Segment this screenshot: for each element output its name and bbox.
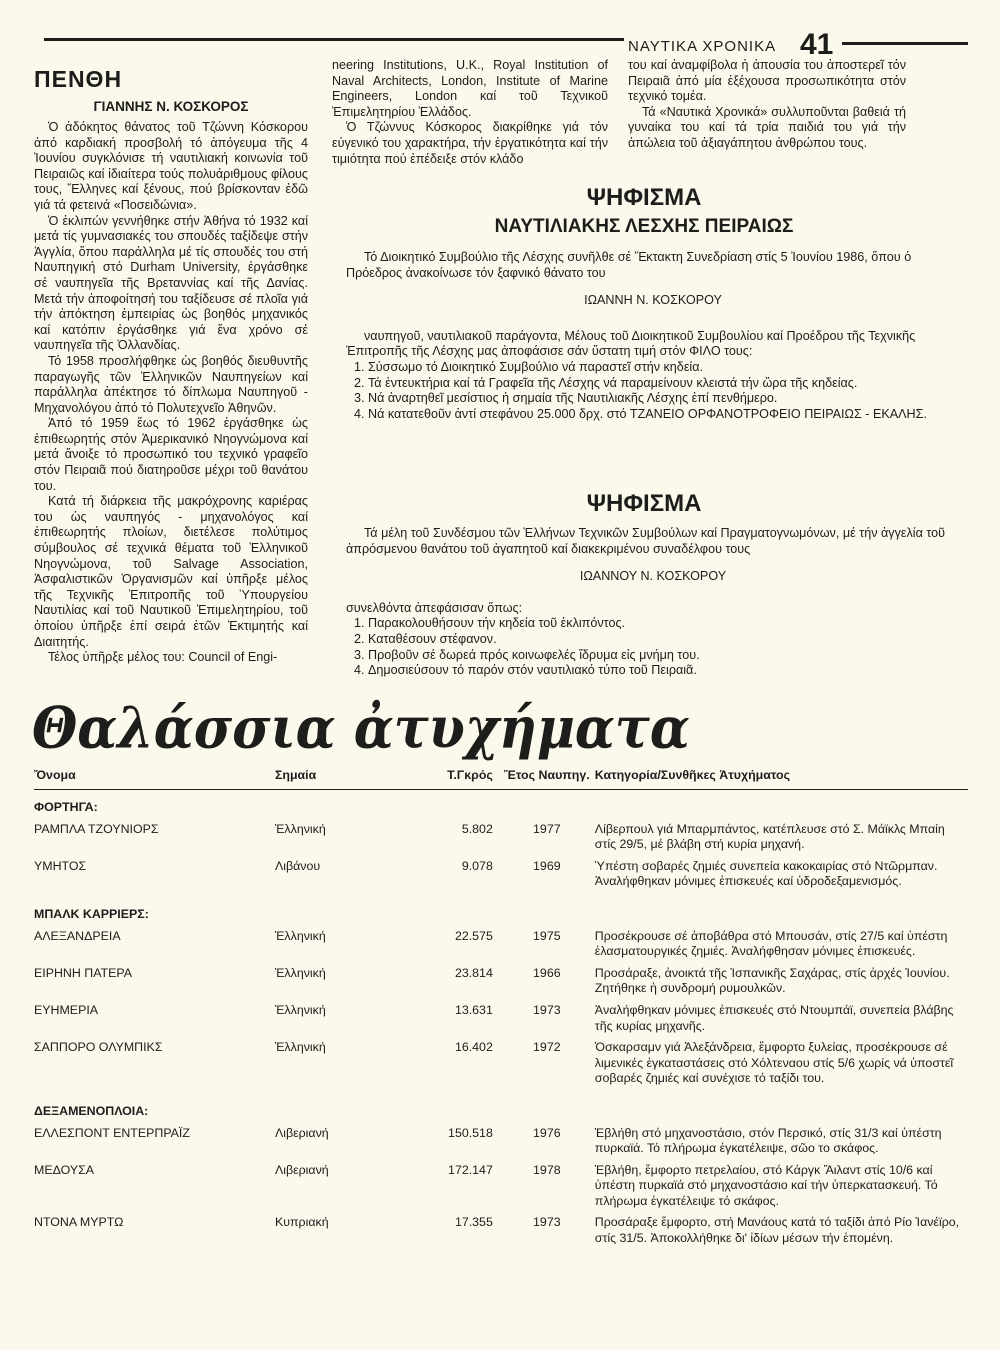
column-header-year: Ἔτος Ναυπηγ. xyxy=(499,768,595,790)
resolution-2-name: ΙΩΑΝΝΟΥ Ν. ΚΟΣΚΟΡΟΥ xyxy=(579,569,727,584)
ship-year: 1966 xyxy=(533,965,561,980)
accidents-title: Θαλάσσια ἀτυχήματα xyxy=(32,694,690,762)
ship-flag: Ἑλληνική xyxy=(274,928,326,943)
ship-name: ΕΥΗΜΕΡΙΑ xyxy=(34,1002,99,1017)
header-rule-left xyxy=(44,38,624,41)
list-item: 1. Παρακολουθήσουν τήν κηδεία τοῦ ἐκλιπόντος. xyxy=(368,616,960,632)
ship-year: 1973 xyxy=(533,1215,561,1230)
column-header-category: Κατηγορία/Συνθῆκες Ἀτυχήματος xyxy=(595,768,968,790)
ship-year: 1972 xyxy=(533,1040,561,1055)
ship-year: 1976 xyxy=(533,1125,561,1140)
ship-year: 1975 xyxy=(533,928,561,943)
accident-description: Προσάραξε ἔμφορτο, στή Μανάους κατά τό ταξίδι ἀπό Ρίο Ἰανέϊρο, στίς 31/5. Ἀποκολλήθηκε δι' ἰδίων μέσων τήν ἑπομένη. xyxy=(594,1215,960,1246)
obituary-column-3 xyxy=(628,58,906,152)
obituary-section-title: ΠΕΝΘΗ xyxy=(34,66,123,92)
category-label: ΦΟΡΤΗΓΑ: xyxy=(34,800,98,814)
ship-name: ΕΙΡΗΝΗ ΠΑΤΕΡΑ xyxy=(34,965,132,980)
table-row xyxy=(34,1123,968,1160)
column-header-grt: Τ.Γκρός xyxy=(392,768,499,790)
list-item: 1. Σύσσωμο τό Διοικητικό Συμβούλιο νά παραστεῖ στήν κηδεία. xyxy=(368,360,960,376)
obituary-person-name: ΓΙΑΝΝΗΣ Ν. ΚΟΣΚΟΡΟΣ xyxy=(93,99,249,114)
accident-description: Ἐβλήθη στό μηχανοστάσιο, στόν Περσικό, στίς 31/3 καί ὑπέστη πυρκαϊά. Τό πλήρωμα ἐγκατέλειψε, σῶο το σκάφος. xyxy=(594,1125,942,1156)
list-item: 4. Νά κατατεθοῦν ἀντί στεφάνου 25.000 δρχ. στό ΤΖΑΝΕΙΟ ΟΡΦΑΝΟΤΡΟΦΕΙΟ ΠΕΙΡΑΙΩΣ - ΕΚΑΛΗΣ. xyxy=(368,407,960,423)
accident-description: Προσάραξε, ἀνοικτά τῆς Ἱσπανικῆς Σαχάρας, στίς ἀρχές Ἰουνίου. Ζητήθηκε ἡ συνδρομή ρυμουλκῶν. xyxy=(594,965,950,996)
resolution-1-list xyxy=(346,360,960,422)
ship-name: ΑΛΕΞΑΝΔΡΕΙΑ xyxy=(34,928,121,943)
accident-description: Ὑπέστη σοβαρές ζημιές συνεπεία κακοκαιρίας στό Ντῶρμπαν. Ἀναλήφθηκαν μόνιμες ἐπισκευές καί ὑδροδεξαμενισμός. xyxy=(594,858,938,889)
list-item: 3. Προβοῦν σέ δωρεά πρός κοινωφελές ἵδρυμα εἰς μνήμη του. xyxy=(368,648,960,664)
table-row xyxy=(34,963,968,1000)
ship-flag: Ἑλληνική xyxy=(274,1002,326,1017)
ship-flag: Ἑλληνική xyxy=(274,821,326,836)
category-label: ΔΕΞΑΜΕΝΟΠΛΟΙΑ: xyxy=(34,1103,149,1118)
ship-grt: 9.078 xyxy=(461,858,493,873)
ship-year: 1969 xyxy=(533,858,561,873)
ship-grt: 5.802 xyxy=(461,821,493,836)
obituary-paragraph: Ἀπό τό 1959 ἕως τό 1962 ἐργάσθηκε ὡς ἐπιθεωρητής στόν Ἀμερικανικό Νηογνώμονα καί μετά ἄνοιξε τό προσωπικό του τεχνικό γραφεῖο στόν Πειραιᾶ πού διατηροῦσε μέχρι τοῦ θανάτου του. xyxy=(34,416,308,493)
ship-name: ΜΕΔΟΥΣΑ xyxy=(34,1162,95,1177)
obituary-column-2 xyxy=(332,58,608,167)
ship-flag: Λιβεριανή xyxy=(274,1125,329,1140)
table-row xyxy=(34,1212,968,1249)
category-row xyxy=(34,893,968,926)
ship-name: ΥΜΗΤΟΣ xyxy=(34,858,87,873)
accident-description: Ὀσκαρσαμν γιά Ἀλεξάνδρεια, ἔμφορτο ξυλείας, προσέκρουσε σέ λιμενικές ἐγκαταστάσεις στό Χόλτεναου στίς 5/6 χωρίς νά ὑποστεῖ σοβαρές ζημιές καί συνέχισε τό ταξίδι του. xyxy=(594,1040,954,1086)
table-row xyxy=(34,1037,968,1090)
obituary-paragraph: neering Institutions, U.K., Royal Institution of Naval Architects, London, Institute of Marine Engineers, London καί τοῦ Τεχνικοῦ Ἐπιμελητηρίου Ἑλλάδος. xyxy=(332,58,608,119)
resolution-2-body xyxy=(346,526,960,679)
ship-flag: Κυπριακή xyxy=(274,1215,329,1230)
ship-grt: 22.575 xyxy=(454,928,493,943)
obituary-paragraph: Ὁ ἀδόκητος θάνατος τοῦ Τζώννη Κόσκορου ἀπό καρδιακή προσβολή τό ἀπόγευμα τῆς 4 Ἰουνίου συγκλόνισε τή ναυτιλιακή κοινωνία τοῦ Πειραιῶς καί ἰδιαίτερα τούς πολυάριθμους φίλους τους, Ἕλληνες καί ξένους, πού βρίσκονταν ἐδῶ γιά τά φετεινά «Ποσειδώνια». xyxy=(34,120,308,212)
accidents-table xyxy=(34,768,968,1250)
table-row xyxy=(34,819,968,856)
table-row xyxy=(34,1160,968,1213)
accident-description: Ἀναλήφθηκαν μόνιμες ἐπισκευές στό Ντουμπάϊ, συνεπεία βλάβης τῆς κυρίας μηχανῆς. xyxy=(594,1002,954,1033)
ship-flag: Ἑλληνική xyxy=(274,965,326,980)
resolution-1-intro: Τό Διοικητικό Συμβούλιο τῆς Λέσχης συνῆλθε σέ Ἔκτακτη Συνεδρίαση στίς 5 Ἰουνίου 1986, ὅπου ὁ Πρόεδρος ἀνακοίνωσε τόν ξαφνικό θάνατο του xyxy=(346,250,912,280)
column-header-name: Ὄνομα xyxy=(34,768,275,790)
table-row xyxy=(34,1000,968,1037)
resolution-1-body xyxy=(346,250,960,422)
resolution-1-subtitle: ΝΑΥΤΙΛΙΑΚΗΣ ΛΕΣΧΗΣ ΠΕΙΡΑΙΩΣ xyxy=(494,216,794,237)
ship-name: ΡΑΜΠΛΑ ΤΖΟΥΝΙΟΡΣ xyxy=(34,821,159,836)
accident-description: Λίβερπουλ γιά Μπαρμπάντος, κατέπλευσε στό Σ. Μάϊκλς Μπαίη στίς 29/5, μέ βλάβη στή κυρία μηχανή. xyxy=(594,821,945,852)
ship-name: ΕΛΛΕΣΠΟΝΤ ΕΝΤΕΡΠΡΑΪΖ xyxy=(34,1125,190,1140)
obituary-paragraph: Τέλος ὑπῆρξε μέλος του: Council of Engi- xyxy=(48,650,278,665)
ship-grt: 23.814 xyxy=(454,965,493,980)
table-row xyxy=(34,856,968,893)
category-row xyxy=(34,790,968,819)
ship-year: 1973 xyxy=(533,1002,561,1017)
list-item: 2. Τά ἐντευκτήρια καί τά Γραφεῖα τῆς Λέσχης νά παραμείνουν κλειστά τήν ὥρα τῆς κηδείας. xyxy=(368,376,960,392)
resolution-1-name: ΙΩΑΝΝΗ Ν. ΚΟΣΚΟΡΟΥ xyxy=(584,293,722,308)
list-item: 2. Καταθέσουν στέφανον. xyxy=(368,632,960,648)
obituary-paragraph: του καί ἀναμφίβολα ἡ ἀπουσία του ἀποστερεῖ τόν Πειραιᾶ ἀπό μία ἐξέχουσα προσωπικότητα στόν τεχνικό τομέα. xyxy=(628,58,906,104)
obituary-column-1 xyxy=(34,120,308,666)
category-row xyxy=(34,1090,968,1123)
list-item: 3. Νά ἀναρτηθεῖ μεσίστιος ἡ σημαία τῆς Ναυτιλιακῆς Λέσχης ἐπί πενθήμερο. xyxy=(368,391,960,407)
obituary-paragraph: Κατά τή διάρκεια τῆς μακρόχρονης καριέρας του ὡς ναυπηγός - μηχανολόγος καί ἐπιθεωρητής πλοίων, διετέλεσε πολύτιμος σύμβουλος σέ τεχνικά θέματα τοῦ Ἑλληνικοῦ Νηογνώμονα, τοῦ Salvage Association, Ἀσφαλιστικῶν Ὀργανισμῶν καί ὑπῆρξε μέλος τῆς Τεχνικῆς Ἐπιτροπῆς τοῦ Ὑπουργείου Ναυτιλίας καί τοῦ Ναυτικοῦ Ἐπιμελητηρίου, τοῦ ὁποίου ὑπῆρξε ἐπί σειρά ἐτῶν Ἐκτιμητής καί Διαιτητής. xyxy=(34,494,308,649)
obituary-paragraph: Ὁ Τζώννυς Κόσκορος διακρίθηκε γιά τόν εὐγενικό του χαρακτήρα, τήν ἐργατικότητα καί τήν τιμιότητα πού ἐπέδειξε στόν κλάδο xyxy=(332,120,608,166)
ship-flag: Λιβεριανή xyxy=(274,1162,329,1177)
table-row xyxy=(34,926,968,963)
list-item: 4. Δημοσιεύσουν τό παρόν στόν ναυτιλιακό τύπο τοῦ Πειραιᾶ. xyxy=(368,663,960,679)
accident-description: Προσέκρουσε σέ ἀποβάθρα στό Μπουσάν, στίς 27/5 καί ὑπέστη ἐλασματουργικές ζημιές. Ἀναλήφθησαν μόνιμες ἐπισκευές. xyxy=(594,928,948,959)
obituary-paragraph: Ὁ ἐκλιπών γεννήθηκε στήν Ἀθήνα τό 1932 καί μετά τίς γυμνασιακές του σπουδές ταξίδεψε στήν Ἀγγλία, ὅπου παράλληλα μέ τίς σπουδές του στή Ναυπηγική στό Durham University, ἐργάσθηκε σέ ναυπηγεῖα τῆς Βρεταννίας καί τῆς Δανίας. Μετά τήν ἀποφοίτησή του ταξίδευσε σέ πλοῖα γιά τήν ἀπόκτηση ἐμπειρίας ὡς βοηθός μηχανικός καί κατόπιν ἐργάσθηκε γιά ἕνα χρόνο σέ ναυπηγεῖα τῆς Ὀλλανδίας. xyxy=(34,213,308,353)
obituary-paragraph: Τά «Ναυτικά Χρονικά» συλλυποῦνται βαθειά τή γυναίκα του καί τά τρία παιδιά του γιά τήν ἀπώλεια τοῦ ἀξιαγάπητου ἀνθρώπου τους. xyxy=(628,104,906,150)
column-header-flag: Σημαία xyxy=(275,768,392,790)
page-number: 41 xyxy=(800,28,834,61)
obituary-paragraph: Τό 1958 προσλήφθηκε ὡς βοηθός διευθυντῆς παραγωγῆς τῶν Ἑλληνικῶν Ναυπηγείων καί παράλληλα ἀπέκτησε τό δίπλωμα Ναυπηγοῦ - Μηχανολόγου ἀπό τό Πολυτεχνεῖο Ἀθηνῶν. xyxy=(34,353,308,415)
ship-grt: 172.147 xyxy=(448,1162,493,1177)
resolution-1-title: ΨΗΦΙΣΜΑ xyxy=(586,184,702,211)
ship-grt: 13.631 xyxy=(454,1002,493,1017)
accident-description: Ἐβλήθη, ἔμφορτο πετρελαίου, στό Κάργκ Ἄιλαντ στίς 10/6 καί ὑπέστη πυρκαϊά στό μηχανοστάσιο καί τήν ὑπερκατασκευή. Τό πλήρωμα ἐγκατέλειψε τό σκάφος. xyxy=(594,1162,938,1208)
magazine-name: ΝΑΥΤΙΚΑ ΧΡΟΝΙΚΑ xyxy=(628,38,777,55)
ship-grt: 150.518 xyxy=(448,1125,493,1140)
ship-grt: 16.402 xyxy=(454,1040,493,1055)
resolution-1-text: ναυπηγοῦ, ναυτιλιακοῦ παράγοντα, Μέλους τοῦ Διοικητικοῦ Συμβουλίου καί Προέδρου τῆς Τεχνικῆς Ἐπιτροπῆς τῆς Λέσχης μας ἀποφάσισε σάν ὕστατη τιμή στόν ΦΙΛΟ τους: xyxy=(346,328,916,359)
ship-year: 1978 xyxy=(533,1162,561,1177)
resolution-2-lead: συνελθόντα ἀπεφάσισαν ὅπως: xyxy=(346,600,523,615)
ship-flag: Λιβάνου xyxy=(274,858,321,873)
header-rule-right xyxy=(842,42,968,45)
resolution-2-intro: Τά μέλη τοῦ Συνδέσμου τῶν Ἑλλήνων Τεχνικῶν Συμβούλων καί Πραγματογνωμόνων, μέ τήν ἀγγελία τοῦ ἀπρόσμενου θανάτου τοῦ ἀγαπητοῦ καί διακεκριμένου συναδέλφου τους xyxy=(346,526,946,556)
ship-year: 1977 xyxy=(533,821,561,836)
resolution-2-title: ΨΗΦΙΣΜΑ xyxy=(586,490,702,517)
ship-grt: 17.355 xyxy=(454,1215,493,1230)
table-header-row xyxy=(34,768,968,790)
category-label: ΜΠΑΛΚ ΚΑΡΡΙΕΡΣ: xyxy=(34,906,149,921)
ship-name: ΝΤΟΝΑ ΜΥΡΤΩ xyxy=(34,1215,124,1230)
ship-flag: Ἑλληνική xyxy=(274,1040,326,1055)
resolution-2-list xyxy=(346,616,960,678)
ship-name: ΣΑΠΠΟΡΟ ΟΛΥΜΠΙΚΣ xyxy=(34,1040,163,1055)
